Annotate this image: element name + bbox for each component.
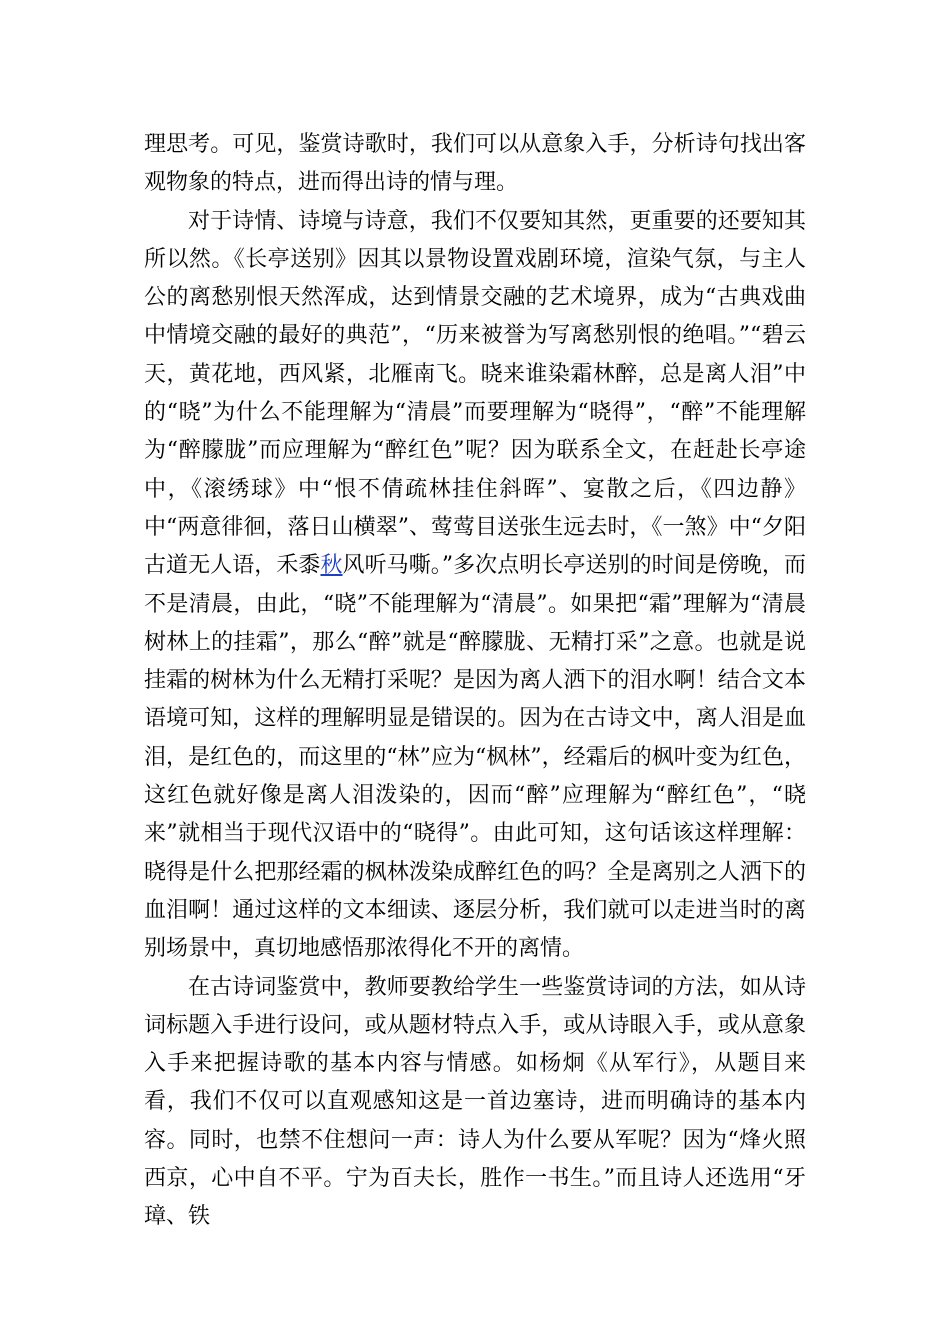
paragraph-2-text-before-link: 对于诗情、诗境与诗意，我们不仅要知其然，更重要的还要知其所以然。《长亭送别》因其以景物设置戏剧环境，渲染气氛，与主人公的离愁别恨天然浑成，达到情景交融的艺术境界，成为“古典戏曲中情境交融的最好的典范”，“历来被誉为写离愁别恨的绝唱。”“碧云天，黄花地，西风紧，北雁南飞。晓来谁染霜林醉，总是离人泪”中的“晓”为什么不能理解为“清晨”而要理解为“晓得”，“醉”不能理解为“醉朦胧”而应理解为“醉红色”呢？因为联系全文，在赶赴长亭途中，《滚绣球》中“恨不倩疏林挂住斜晖”、宴散之后，《四边静》中“两意徘徊，落日山横翠”、莺莺目送张生远去时，《一煞》中“夕阳古道无人语，禾黍 bbox=[144, 208, 806, 579]
paragraph-3 bbox=[144, 969, 806, 1237]
inline-link-qiu[interactable]: 秋 bbox=[320, 553, 343, 579]
paragraph-3-text: 在古诗词鉴赏中，教师要教给学生一些鉴赏诗词的方法，如从诗词标题入手进行设问，或从题材特点入手，或从诗眼入手，或从意象入手来把握诗歌的基本内容与情感。如杨炯《从军行》，从题目来看，我们不仅可以直观感知这是一首边塞诗，进而明确诗的基本内容。同时，也禁不住想问一声：诗人为什么要从军呢？因为“烽火照西京，心中自不平。宁为百夫长，胜作一书生。”而且诗人还选用“牙璋、铁 bbox=[144, 974, 806, 1230]
paragraph-1 bbox=[144, 126, 806, 203]
paragraph-1-text: 理思考。可见，鉴赏诗歌时，我们可以从意象入手，分析诗句找出客观物象的特点，进而得出诗的情与理。 bbox=[144, 132, 806, 196]
paragraph-2 bbox=[144, 203, 806, 969]
paragraph-2-text-after-link: 风听马嘶。”多次点明长亭送别的时间是傍晚，而不是清晨，由此，“晓”不能理解为“清晨”。如果把“霜”理解为“清晨树林上的挂霜”，那么“醉”就是“醉朦胧、无精打采”之意。也就是说挂霜的树林为什么无精打采呢？是因为离人洒下的泪水啊！结合文本语境可知，这样的理解明显是错误的。因为在古诗文中，离人泪是血泪，是红色的，而这里的“林”应为“枫林”，经霜后的枫叶变为红色，这红色就好像是离人泪泼染的，因而“醉”应理解为“醉红色”，“晓来”就相当于现代汉语中的“晓得”。由此可知，这句话该这样理解：晓得是什么把那经霜的枫林泼染成醉红色的吗？全是离别之人洒下的血泪啊！通过这样的文本细读、逐层分析，我们就可以走进当时的离别场景中，真切地感悟那浓得化不开的离情。 bbox=[144, 553, 806, 962]
document-body bbox=[144, 126, 806, 1237]
